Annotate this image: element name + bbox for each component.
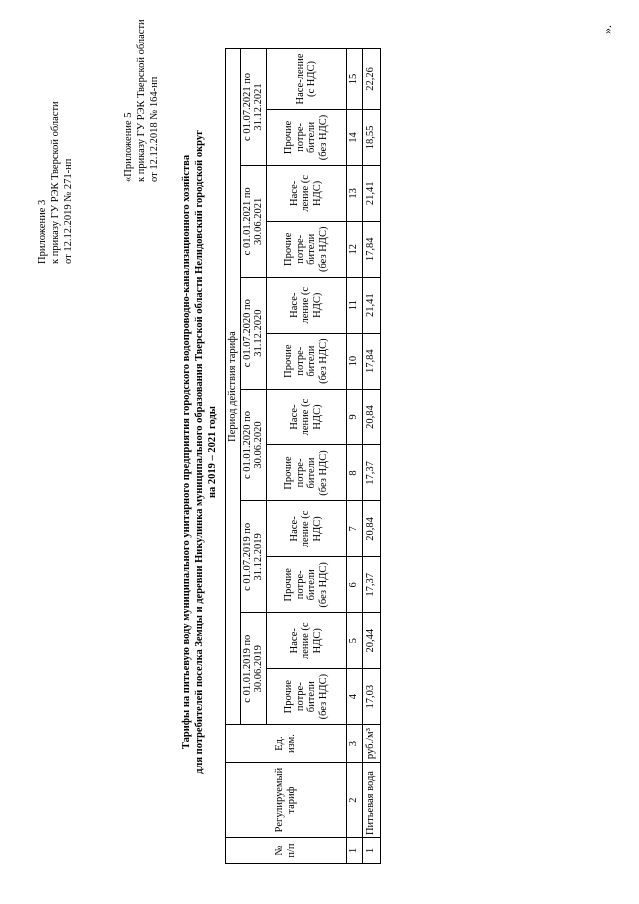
subheader-population: Насе-ление (с НДС) xyxy=(266,49,346,110)
subheader-other: Прочие потре-бители (без НДС) xyxy=(266,669,346,725)
row-number: 1 xyxy=(362,838,380,864)
tariff-value: 17,84 xyxy=(362,221,380,277)
document-title-line: Тарифы на питьевую воду муниципального унитарного предприятия городского водопроводно-канализационного хозяйства xyxy=(181,154,192,750)
column-number: 15 xyxy=(346,49,362,110)
appendix-3-line: Приложение 3 xyxy=(37,199,48,264)
period-header: с 01.07.2020 по 31.12.2020 xyxy=(240,277,266,389)
subheader-other: Прочие потре-бители (без НДС) xyxy=(266,333,346,389)
period-header: с 01.07.2021 по 31.12.2021 xyxy=(240,49,266,166)
subheader-population: Насе-ление (с НДС) xyxy=(266,165,346,221)
appendix-3-line: к приказу ГУ РЭК Тверской области xyxy=(50,101,61,264)
tariff-value: 17,03 xyxy=(362,669,380,725)
header-unit: Ед. изм. xyxy=(226,725,347,763)
document-title-line: для потребителей поселка Земцы и деревни Никулинка муниципального образования Тверской области Нелидовский городской округ xyxy=(194,130,205,774)
period-header: с 01.01.2020 по 30.06.2020 xyxy=(240,389,266,501)
period-header: с 01.01.2019 по 30.06.2019 xyxy=(240,613,266,725)
column-number: 10 xyxy=(346,333,362,389)
header-number: № п/п xyxy=(226,838,347,864)
subheader-other: Прочие потре-бители (без НДС) xyxy=(266,221,346,277)
tariff-value: 22,26 xyxy=(362,49,380,110)
appendix-5-line: от 12.12.2018 № 164-нп xyxy=(149,76,160,182)
subheader-population: Насе-ление (с НДС) xyxy=(266,389,346,445)
column-number: 7 xyxy=(346,501,362,557)
period-header: с 01.01.2021 по 30.06.2021 xyxy=(240,165,266,277)
column-number: 13 xyxy=(346,165,362,221)
tariff-value: 18,55 xyxy=(362,109,380,165)
subheader-population: Насе-ление (с НДС) xyxy=(266,277,346,333)
tariff-value: 17,37 xyxy=(362,445,380,501)
tariff-table xyxy=(225,48,381,864)
column-number: 2 xyxy=(346,763,362,838)
header-period: Период действия тарифа xyxy=(226,49,241,725)
subheader-other: Прочие потре-бители (без НДС) xyxy=(266,109,346,165)
tariff-value: 20,84 xyxy=(362,501,380,557)
tariff-value: 20,44 xyxy=(362,613,380,669)
tariff-value: 20,84 xyxy=(362,389,380,445)
column-number: 12 xyxy=(346,221,362,277)
column-number: 6 xyxy=(346,557,362,613)
column-number: 4 xyxy=(346,669,362,725)
column-number: 8 xyxy=(346,445,362,501)
column-number: 9 xyxy=(346,389,362,445)
subheader-other: Прочие потре-бители (без НДС) xyxy=(266,445,346,501)
column-number: 3 xyxy=(346,725,362,763)
subheader-other: Прочие потре-бители (без НДС) xyxy=(266,557,346,613)
row-unit: руб./м³ xyxy=(362,725,380,763)
row-tariff: Питьевая вода xyxy=(362,763,380,838)
column-number: 14 xyxy=(346,109,362,165)
tariff-value: 21,41 xyxy=(362,277,380,333)
closing-quote-mark: ». xyxy=(600,25,614,34)
appendix-3-line: от 12.12.2019 № 271-нп xyxy=(63,158,74,264)
column-number: 5 xyxy=(346,613,362,669)
column-number: 1 xyxy=(346,838,362,864)
period-header: с 01.07.2019 по 31.12.2019 xyxy=(240,501,266,613)
tariff-value: 17,84 xyxy=(362,333,380,389)
header-tariff: Регулируемый тариф xyxy=(226,763,347,838)
appendix-3-note xyxy=(36,101,75,264)
column-number: 11 xyxy=(346,277,362,333)
tariff-value: 17,37 xyxy=(362,557,380,613)
document-title-line: на 2019 – 2021 годы xyxy=(207,406,218,499)
subheader-population: Насе-ление (с НДС) xyxy=(266,501,346,557)
tariff-value: 21,41 xyxy=(362,165,380,221)
subheader-population: Насе-ление (с НДС) xyxy=(266,613,346,669)
appendix-5-line: «Приложение 5 xyxy=(123,112,134,182)
appendix-5-line: к приказу ГУ РЭК Тверской области xyxy=(136,19,147,182)
table-row xyxy=(362,49,380,864)
appendix-5-note xyxy=(122,19,161,182)
